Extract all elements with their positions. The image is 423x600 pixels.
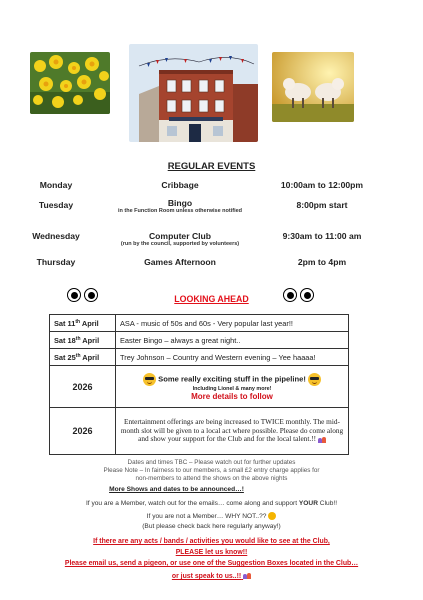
event-name-bingo: Bingo bbox=[167, 198, 193, 208]
event-day-tuesday: Tuesday bbox=[38, 200, 74, 210]
table-row bbox=[50, 332, 349, 349]
event-time-wednesday: 9:30am to 11:00 am bbox=[282, 231, 362, 241]
event-day-monday: Monday bbox=[39, 180, 73, 190]
table-row bbox=[50, 366, 349, 408]
table-row bbox=[50, 315, 349, 332]
show-date: Sat 25th April bbox=[50, 349, 116, 366]
event-time-monday: 10:00am to 12:00pm bbox=[280, 180, 364, 190]
suggestion-line4: or just speak to us..!! bbox=[0, 572, 423, 580]
show-description: ASA - music of 50s and 60s - Very popular last year!! bbox=[116, 315, 349, 332]
dates-tbc-note: Dates and times TBC – Please watch out for further updates bbox=[127, 459, 296, 466]
pipeline-cell bbox=[116, 366, 349, 408]
suggestion-line2: PLEASE let us know!! bbox=[175, 549, 248, 556]
table-row bbox=[50, 349, 349, 366]
smiley-emoji-icon bbox=[268, 512, 276, 520]
pipeline-subtext: Including Lionel & many more! bbox=[192, 385, 272, 392]
event-time-thursday: 2pm to 4pm bbox=[297, 257, 347, 267]
event-note-computer-club: (run by the council, supported by volunteers) bbox=[120, 241, 240, 247]
table-row bbox=[50, 408, 349, 455]
daffodils-photo bbox=[30, 52, 110, 114]
eyes-icon bbox=[283, 288, 314, 302]
show-description: Trey Johnson – Country and Western evening – Yee haaaa! bbox=[116, 349, 349, 366]
regular-events-title: REGULAR EVENTS bbox=[167, 161, 256, 172]
event-day-wednesday: Wednesday bbox=[32, 231, 80, 241]
sunglasses-emoji-icon bbox=[308, 373, 321, 386]
event-time-tuesday: 8:00pm start bbox=[296, 200, 348, 210]
pub-building-photo bbox=[129, 44, 258, 142]
entertainment-year: 2026 bbox=[50, 408, 116, 455]
lambs-photo bbox=[272, 52, 354, 122]
pipeline-headline-line bbox=[120, 373, 344, 386]
pipeline-headline: Some really exciting stuff in the pipeline! bbox=[158, 374, 306, 383]
event-name-cribbage: Cribbage bbox=[161, 180, 199, 190]
pipeline-year: 2026 bbox=[50, 366, 116, 408]
member-note: If you are a Member, watch out for the emails… come along and support YOUR Club!! bbox=[85, 500, 338, 507]
show-description: Easter Bingo – always a great night.. bbox=[116, 332, 349, 349]
event-name-computer-club: Computer Club bbox=[148, 231, 212, 241]
event-day-thursday: Thursday bbox=[36, 257, 76, 267]
show-date: Sat 18th April bbox=[50, 332, 116, 349]
sunglasses-emoji-icon bbox=[143, 373, 156, 386]
non-member-note: If you are not a Member… WHY NOT..?? bbox=[0, 512, 423, 520]
suggestion-line3: Please email us, send a pigeon, or use one of the Suggestion Boxes located in the Club… bbox=[64, 560, 359, 567]
entry-fee-note-line2: non-members to attend the shows on the above nights bbox=[135, 475, 288, 482]
pipeline-details: More details to follow bbox=[191, 391, 273, 401]
suggestion-line1: If there are any acts / bands / activities you would like to see at the Club, bbox=[93, 538, 330, 545]
shows-table bbox=[49, 314, 349, 455]
show-date: Sat 11th April bbox=[50, 315, 116, 332]
people-emoji-icon bbox=[243, 572, 251, 580]
check-back-note: (But please check back here regularly anyway!) bbox=[142, 523, 281, 530]
event-note-bingo: in the Function Room unless otherwise notified bbox=[117, 208, 243, 214]
event-name-games-afternoon: Games Afternoon bbox=[144, 257, 216, 267]
people-emoji-icon bbox=[318, 436, 326, 444]
more-shows-note: More Shows and dates to be announced…! bbox=[109, 486, 244, 493]
entry-fee-note-line1: Please Note – In fairness to our members, a small £2 entry charge applies for bbox=[103, 467, 320, 474]
entertainment-text: Entertainment offerings are being increased to TWICE monthly. The mid-month slot will be given to a local act where possible. Please do come along and show your support for the Club and for the local talent.!! bbox=[116, 408, 349, 455]
looking-ahead-title: LOOKING AHEAD bbox=[174, 294, 249, 304]
